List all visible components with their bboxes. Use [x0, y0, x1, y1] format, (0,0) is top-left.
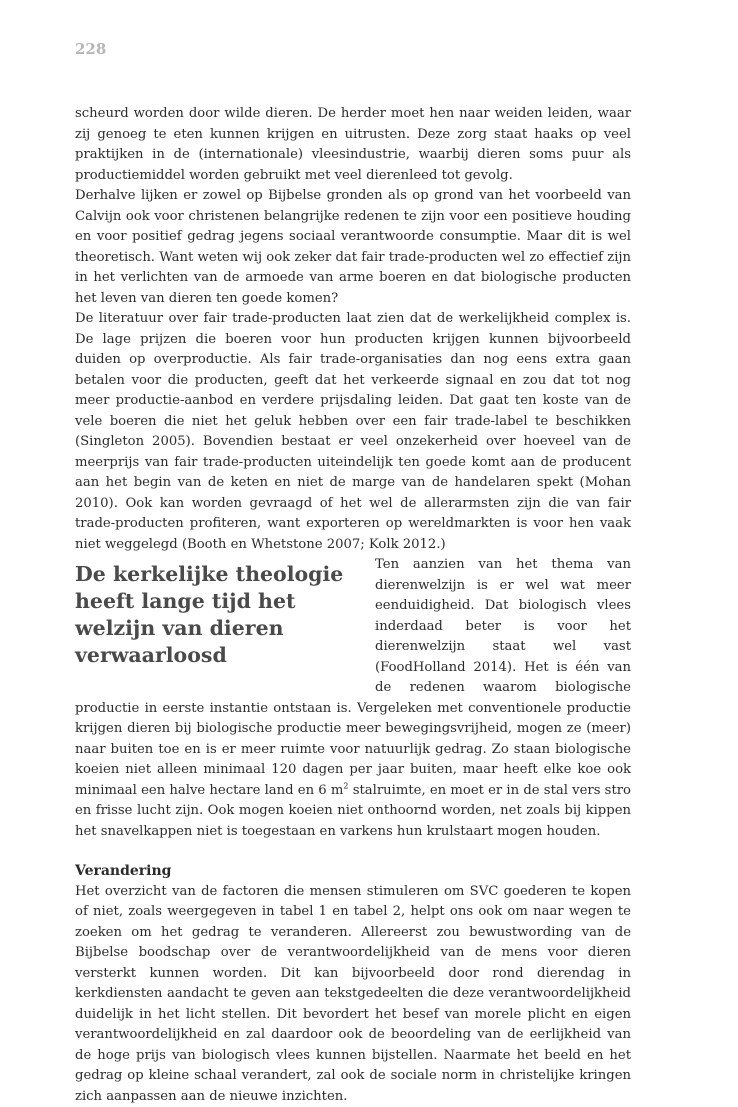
- pull-quote: De kerkelijke theologie heeft lange tijd het welzijn van dieren verwaarloosd: [75, 561, 375, 679]
- paragraph: Derhalve lijken er zowel op Bijbelse gronden als op grond van het voorbeeld van Calvijn ook voor christenen belangrijke redenen te zijn voor een positieve houding en voor positief gedrag jegens sociaal verantwoorde consumptie. Maar dit is wel theoretisch. Want weten wij ook zeker dat fair trade-producten wel zo effectief zijn in het verlichten van de armoede van arme boeren en dat biologische producten het leven van dieren ten goede komen?: [75, 186, 631, 309]
- superscript: 2: [343, 781, 348, 790]
- paragraph-text: Ten aanzien van het thema van dierenwelzijn is er wel wat meer eenduidigheid. Dat biologisch vlees inderdaad beter is voor het dierenwelzijn staat wel vast (FoodHolland 2014). Het is één van de redenen waarom biologische productie in eerste instantie ontstaan is. Vergeleken met conventionele productie krijgen dieren bij biologische productie meer bewegingsvrijheid, mogen ze (meer) naar buiten toe en is er meer ruimte voor natuurlijk gedrag. Zo staan biologische koeien niet alleen minimaal 120 dagen per jaar buiten, maar heeft elke koe ook minimaal een halve hectare land en 6 m: [75, 557, 631, 798]
- paragraph-text: stalruimte, en moet er in de stal vers stro en frisse lucht zijn. Ook mogen koeien niet onthoornd worden, net zoals bij kippen het snavelkappen niet is toegestaan en varkens hun krulstaart mogen houden.: [75, 783, 631, 839]
- body-text: [75, 104, 631, 1107]
- paragraph: Het overzicht van de factoren die mensen stimuleren om SVC goederen te kopen of niet, zoals weergegeven in tabel 1 en tabel 2, helpt ons ook om naar wegen te zoeken om het gedrag te veranderen. Allereerst zou bewustwording van de Bijbelse boodschap over de verantwoordelijkheid van de mens voor dieren versterkt kunnen worden. Dit kan bijvoorbeeld door rond dierendag in kerkdiensten aandacht te geven aan tekstgedeelten die deze verantwoordelijkheid duidelijk in het licht stellen. Dit bevordert het besef van morele plicht en eigen verantwoordelijkheid en zal daardoor ook de beoordeling van de eerlijkheid van de hoge prijs van biologisch vlees kunnen bijstellen. Naarmate het beeld en het gedrag op kleine schaal verandert, zal ook de sociale norm in christelijke kringen zich aanpassen aan de nieuwe inzichten.: [75, 882, 631, 1107]
- paragraph: De literatuur over fair trade-producten laat zien dat de werkelijkheid complex is. De lage prijzen die boeren voor hun producten krijgen kunnen bijvoorbeeld duiden op overproductie. Als fair trade-organisaties dan nog eens extra gaan betalen voor die producten, geeft dat het verkeerde signaal en zou dat tot nog meer productie-aanbod en verdere prijsdaling leiden. Dat gaat ten koste van de vele boeren die niet het geluk hebben over een fair trade-label te beschikken (Singleton 2005). Bovendien bestaat er veel onzekerheid over hoeveel van de meerprijs van fair trade-producten uiteindelijk ten goede komt aan de producent aan het begin van de keten en niet de marge van de handelaren spekt (Mohan 2010). Ook kan worden gevraagd of het wel de allerarmsten zijn die van fair trade-producten profiteren, want exporteren op wereldmarkten is voor hen vaak niet weggelegd (Booth en Whetstone 2007; Kolk 2012.): [75, 309, 631, 555]
- section-heading: Verandering: [75, 861, 631, 882]
- paragraph: scheurd worden door wilde dieren. De herder moet hen naar weiden leiden, waar zij genoeg te eten kunnen krijgen en uitrusten. Deze zorg staat haaks op veel praktijken in de (internationale) vleesindustrie, waarbij dieren soms puur als productiemiddel worden gebruikt met veel dierenleed tot gevolg.: [75, 104, 631, 186]
- page-number: 228: [75, 40, 106, 58]
